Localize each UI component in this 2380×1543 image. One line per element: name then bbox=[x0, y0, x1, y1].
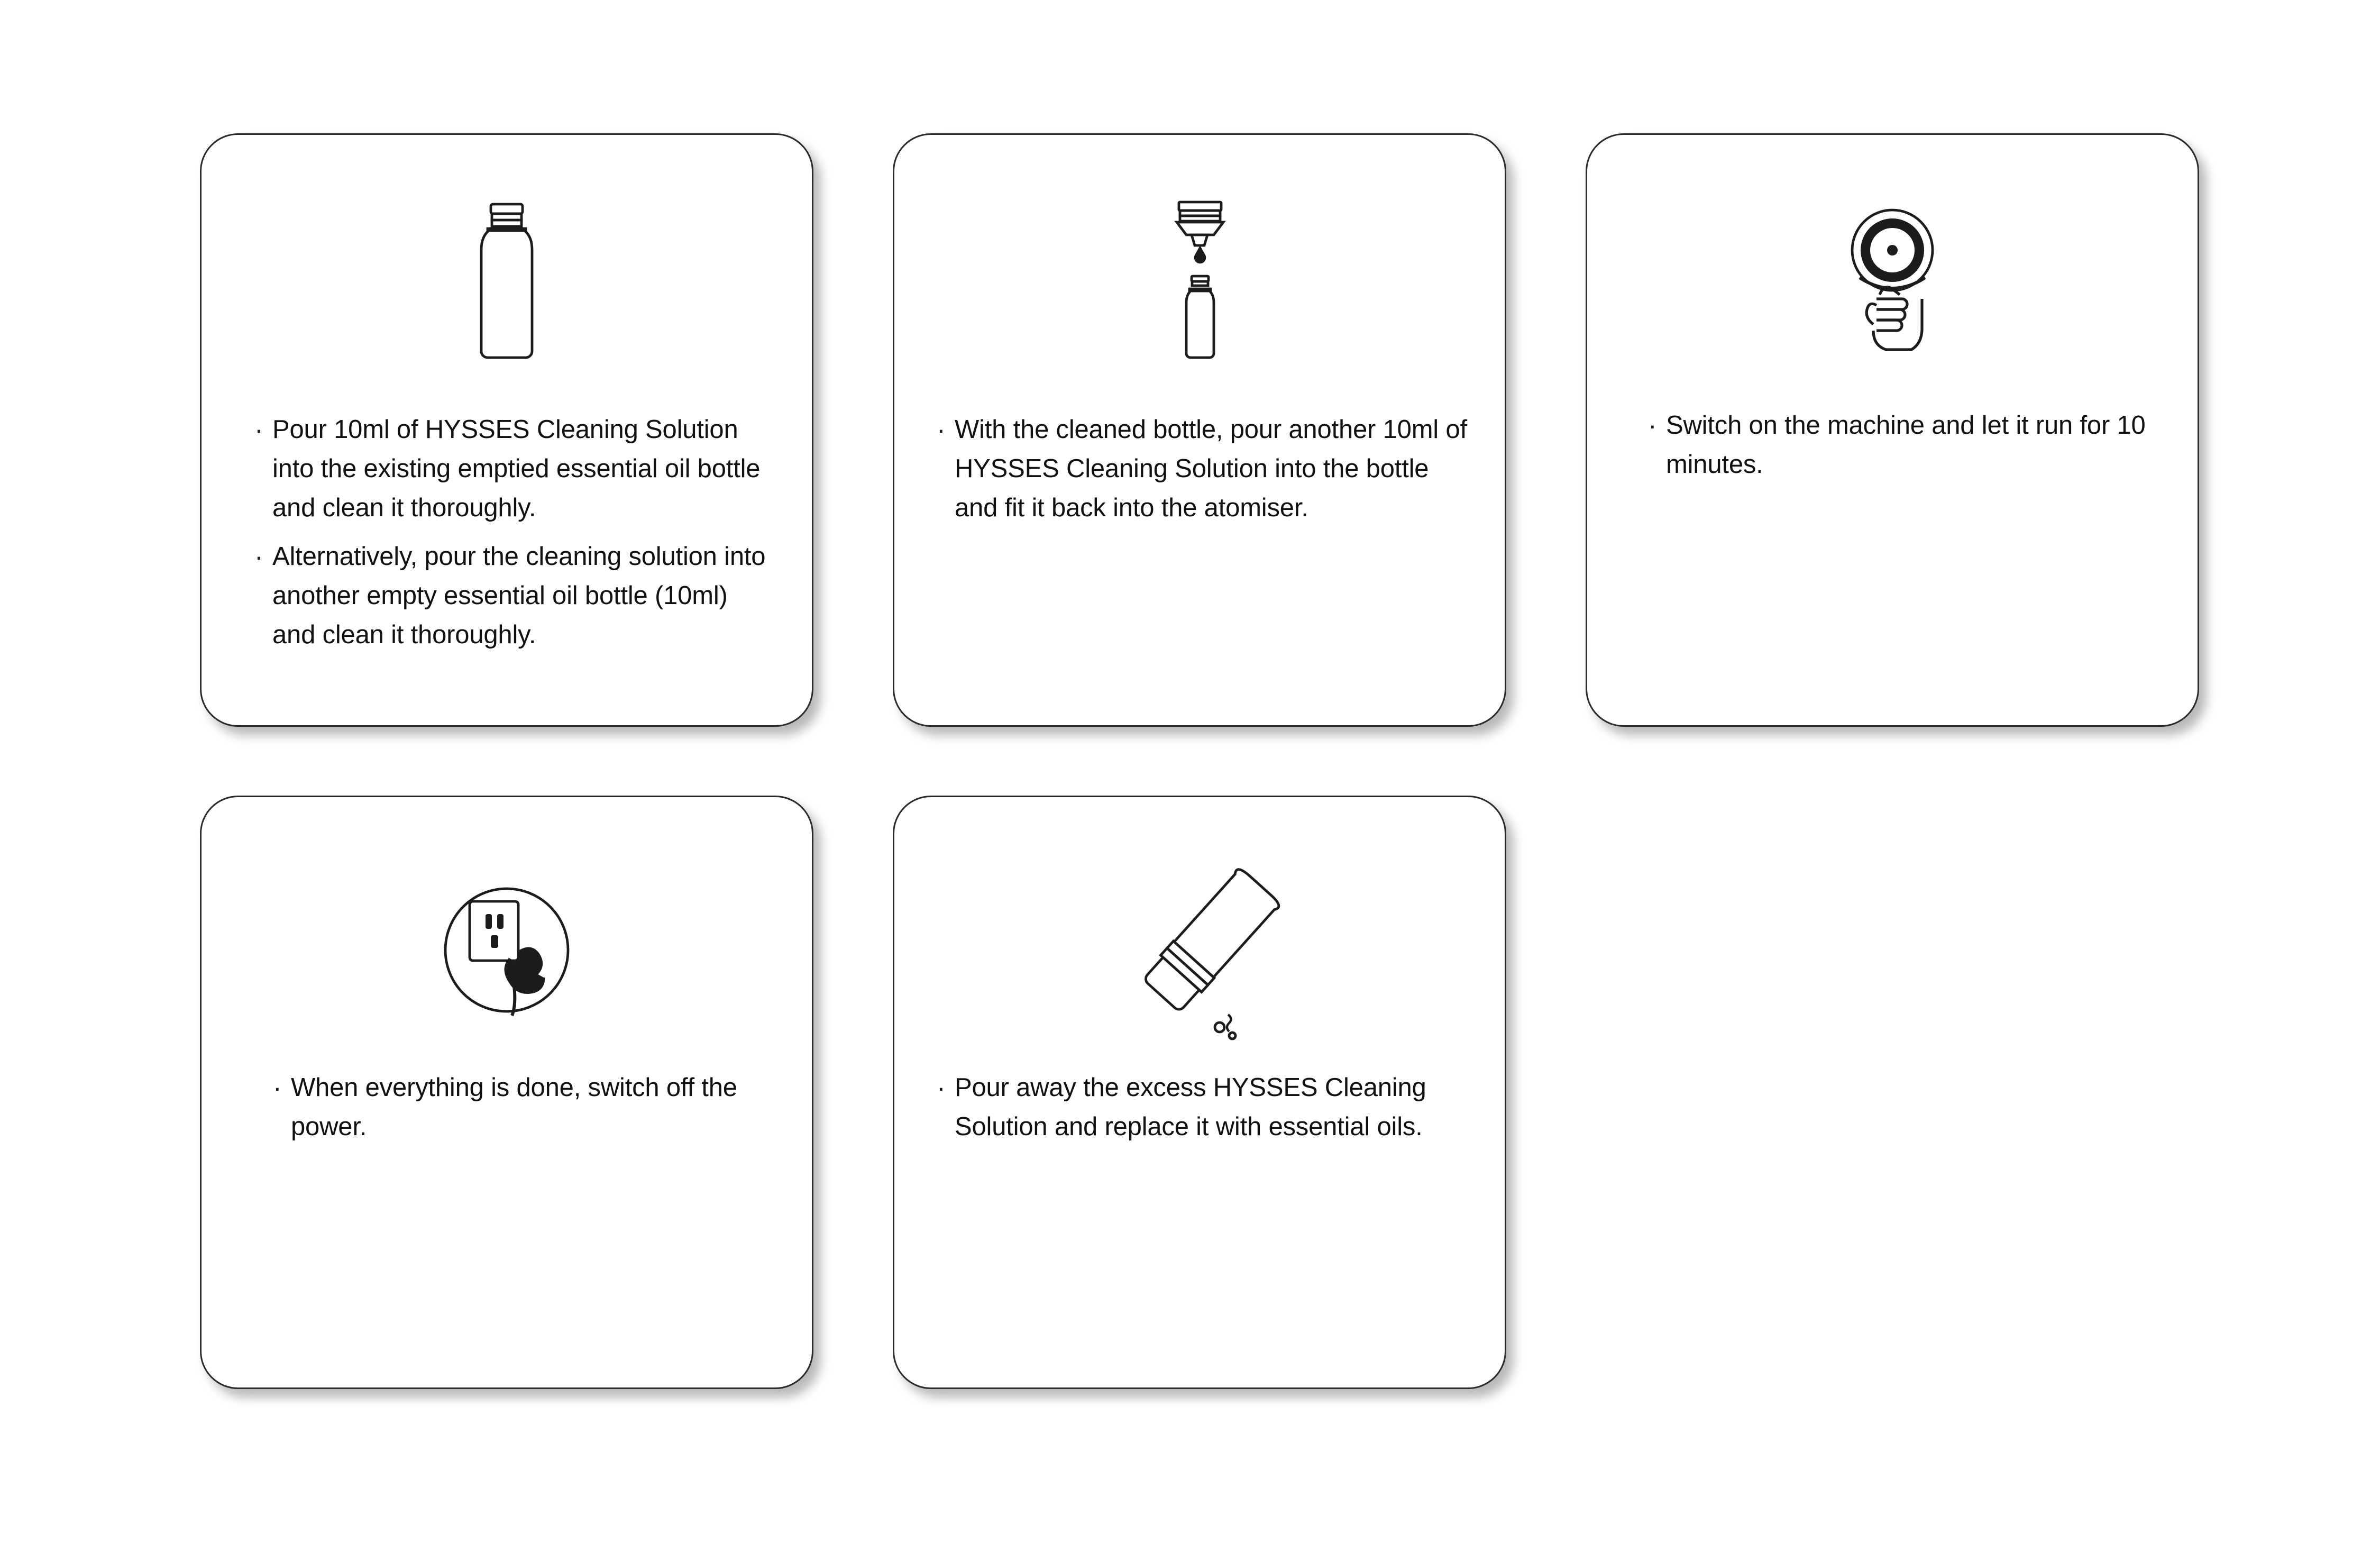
bullet-marker: · bbox=[1648, 410, 1657, 440]
step-card-5 bbox=[893, 796, 1506, 1389]
bullet-text: When everything is done, switch off the power. bbox=[291, 1073, 737, 1141]
bullet-text: Switch on the machine and let it run for 10 minutes. bbox=[1666, 411, 2146, 479]
bullet-item bbox=[254, 537, 775, 654]
step-card-1-text bbox=[254, 410, 775, 664]
bullet-text: Pour 10ml of HYSSES Cleaning Solution into the existing emptied essential oil bottle and clean it thoroughly. bbox=[272, 415, 761, 522]
bullet-text: Alternatively, pour the cleaning solution into another empty essential oil bottle (10ml) and clean it thoroughly. bbox=[272, 542, 766, 649]
bullet-item bbox=[937, 410, 1473, 527]
tilted-bottle-pouring-away-icon bbox=[894, 839, 1505, 1067]
step-card-2-text bbox=[937, 410, 1473, 537]
bullet-marker: · bbox=[254, 542, 263, 571]
step-card-5-text bbox=[937, 1068, 1468, 1156]
bullet-marker: · bbox=[254, 415, 263, 444]
unplug-power-socket-icon bbox=[202, 839, 812, 1067]
step-card-4-text bbox=[273, 1068, 775, 1156]
step-card-2 bbox=[893, 133, 1506, 727]
step-card-1 bbox=[200, 133, 813, 727]
steps-grid bbox=[200, 133, 2199, 1458]
bullet-text: With the cleaned bottle, pour another 10ml of HYSSES Cleaning Solution into the bottle and fit it back into the atomiser. bbox=[955, 415, 1467, 522]
bullet-item bbox=[254, 410, 775, 527]
step-card-4 bbox=[200, 796, 813, 1389]
bullet-marker: · bbox=[937, 415, 946, 444]
step-card-3-text bbox=[1648, 406, 2161, 494]
pouring-into-bottle-icon bbox=[894, 177, 1505, 405]
step-card-3 bbox=[1586, 133, 2199, 727]
hand-pressing-power-button-icon bbox=[1587, 177, 2198, 405]
essential-oil-bottle-icon bbox=[202, 177, 812, 405]
bullet-item bbox=[1648, 406, 2161, 484]
bullet-item bbox=[937, 1068, 1468, 1146]
bullet-text: Pour away the excess HYSSES Cleaning Solution and replace it with essential oils. bbox=[955, 1073, 1426, 1141]
bullet-item bbox=[273, 1068, 775, 1146]
bullet-marker: · bbox=[273, 1073, 282, 1102]
bullet-marker: · bbox=[937, 1073, 946, 1102]
